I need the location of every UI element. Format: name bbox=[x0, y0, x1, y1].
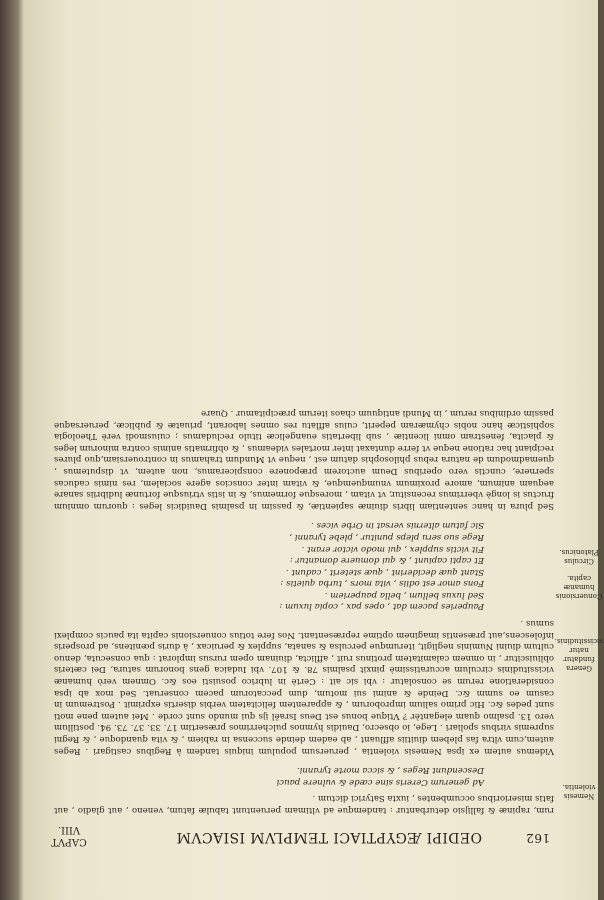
verse-line: Stant quæ deciderint , quæ steterit , cadunt . bbox=[285, 566, 484, 577]
verse-line: Descendunt Reges , & sicca morte tyranni. bbox=[296, 765, 484, 776]
paragraph: Videmus autem ex ipsa Nemesis violentia , peruersum populum iniquis tandem à Regibus castigari . Reges autem,cum vltra fas plebem diuitiis affluant , ab eadem deinde succensa in rabiem , & vita quandoque , & Regni supremis viribus spoliari . Lege, io obsecro, Dauidis hymnos pulcherrimos præsertim 17. 33. 37. 73. 94. postillum vero 13. psalmo quam elegantèr ? Vtique bonus est Deus Israël ijs qui mundo sunt corde . Mei autem pene moti sunt pedes &c. Hic primo salium improborum , & apparentem felicitatem verbis disertis exprimit . Postremum in casum eo summ &c. Deinde & animi sui motum, dum peccatorum pacem conseruat. Sed mox ab ipsa consideratione rerum se consolatur : vbi sic ait : Certè in lubrico posuisti eos &c. Omnem verò humanæ vicissitudinis circulum accuratissimè pinxit psalmis 78. & 107. vbi Iudaica gens bonorum satura, Dei cæteris obliuiscitur , in omnem calamitatem protinus ruit , afflicta, diuinam opem rursus implorat : qua consecuta, denuo cultum diuini Numinis negligit, iterumque perculsa & sanata, supplex & peruicax , à duris pœnitens, ad prosperis infolescens,aut præsentis imaginem optime repræsentant. Nos fere totius conuersionis capita ita paucis complexi sumus . bbox=[54, 618, 554, 756]
page-number: 162 bbox=[525, 831, 550, 845]
verse-line: Sic fatum alternis versat in Orbe vices . bbox=[311, 520, 484, 531]
margin-note: Circulus Platonicus. bbox=[559, 548, 599, 565]
book-page bbox=[24, 0, 604, 900]
verse-line: Ad generum Cereris sine cæde & vulnere pauci bbox=[276, 776, 484, 787]
paragraph: Sed plura in hanc sententiam libris diuinæ sapientiæ, & passim in psalmis Dauidicis leges : quorum omnium fructus is longè vberrimus recensitur, vt vitam , moresque formemus, & in istis vtriusque fortunæ ludibriis sanare aequam animum, amore proximum vnumquemque, & vitam inter conscios agere socialem, res nimis caducas spernere, cunctis vero operibus Deum auctorem præponere conspiceramus, non autem, vt disputemus , quemadmodum de natura rebus philosophis datum est , neque vt Mundum trahamus in controuersiam,quo plures recipiant hac ratione neque vt ferre duntaxat inter mortales videamus , & obfirmatis animis contra minorum leges & placita, fenestram omni licentiæ , sub libertatis euangelicæ titulo recludamus ; cuiusmodi verè Theologia sophisticæ hanc nobis chymæram peperit, cuius afflatu res omnes laborant, priuatæ & publicæ, peruersaque passim ordinibus rerum , in Mundi antiquum chaos iterum præcipitamur . Quare bbox=[54, 408, 554, 511]
chapter-label: CAPVT VIII. bbox=[51, 824, 87, 847]
verse-line: Sed luxus bellum , bella pauperiem . bbox=[324, 589, 484, 600]
margin-note: Conuersionis humanæ capita. bbox=[555, 574, 603, 600]
margin-note: Nemesis violentia. bbox=[562, 783, 596, 800]
page-header bbox=[64, 821, 554, 845]
verse-line: Pauperies pacem dat , opes pax , copia luxum : bbox=[279, 601, 484, 612]
verse-block bbox=[54, 764, 554, 787]
verse-line: Fit victis supplex , qui modo victor erant . bbox=[301, 543, 484, 554]
verse-line: Fons amor est odiis , vita mors , turba quietis : bbox=[280, 578, 484, 589]
verse-block bbox=[54, 519, 554, 612]
body-text bbox=[54, 406, 554, 815]
paragraph: rum, rapinæ & fallijsio deturbantur : tandemque ad vltimam peruentunt tabulæ fatum, veneno , aut gladio , aut fatis miserioribus occumbentes , iuxta Satyrici dictum . bbox=[54, 793, 554, 815]
margin-note: Genera fundatur natur vicissitudinis. bbox=[554, 637, 604, 672]
running-head: OEDIPI ÆGYPTIACI TEMPLVM ISIACVM bbox=[176, 829, 482, 845]
verse-line: Rege suo seru pleps punitur , plebe tyranni , bbox=[289, 531, 484, 542]
verse-line: Et capti capiunt , & qui domuere domantur : bbox=[289, 555, 484, 566]
